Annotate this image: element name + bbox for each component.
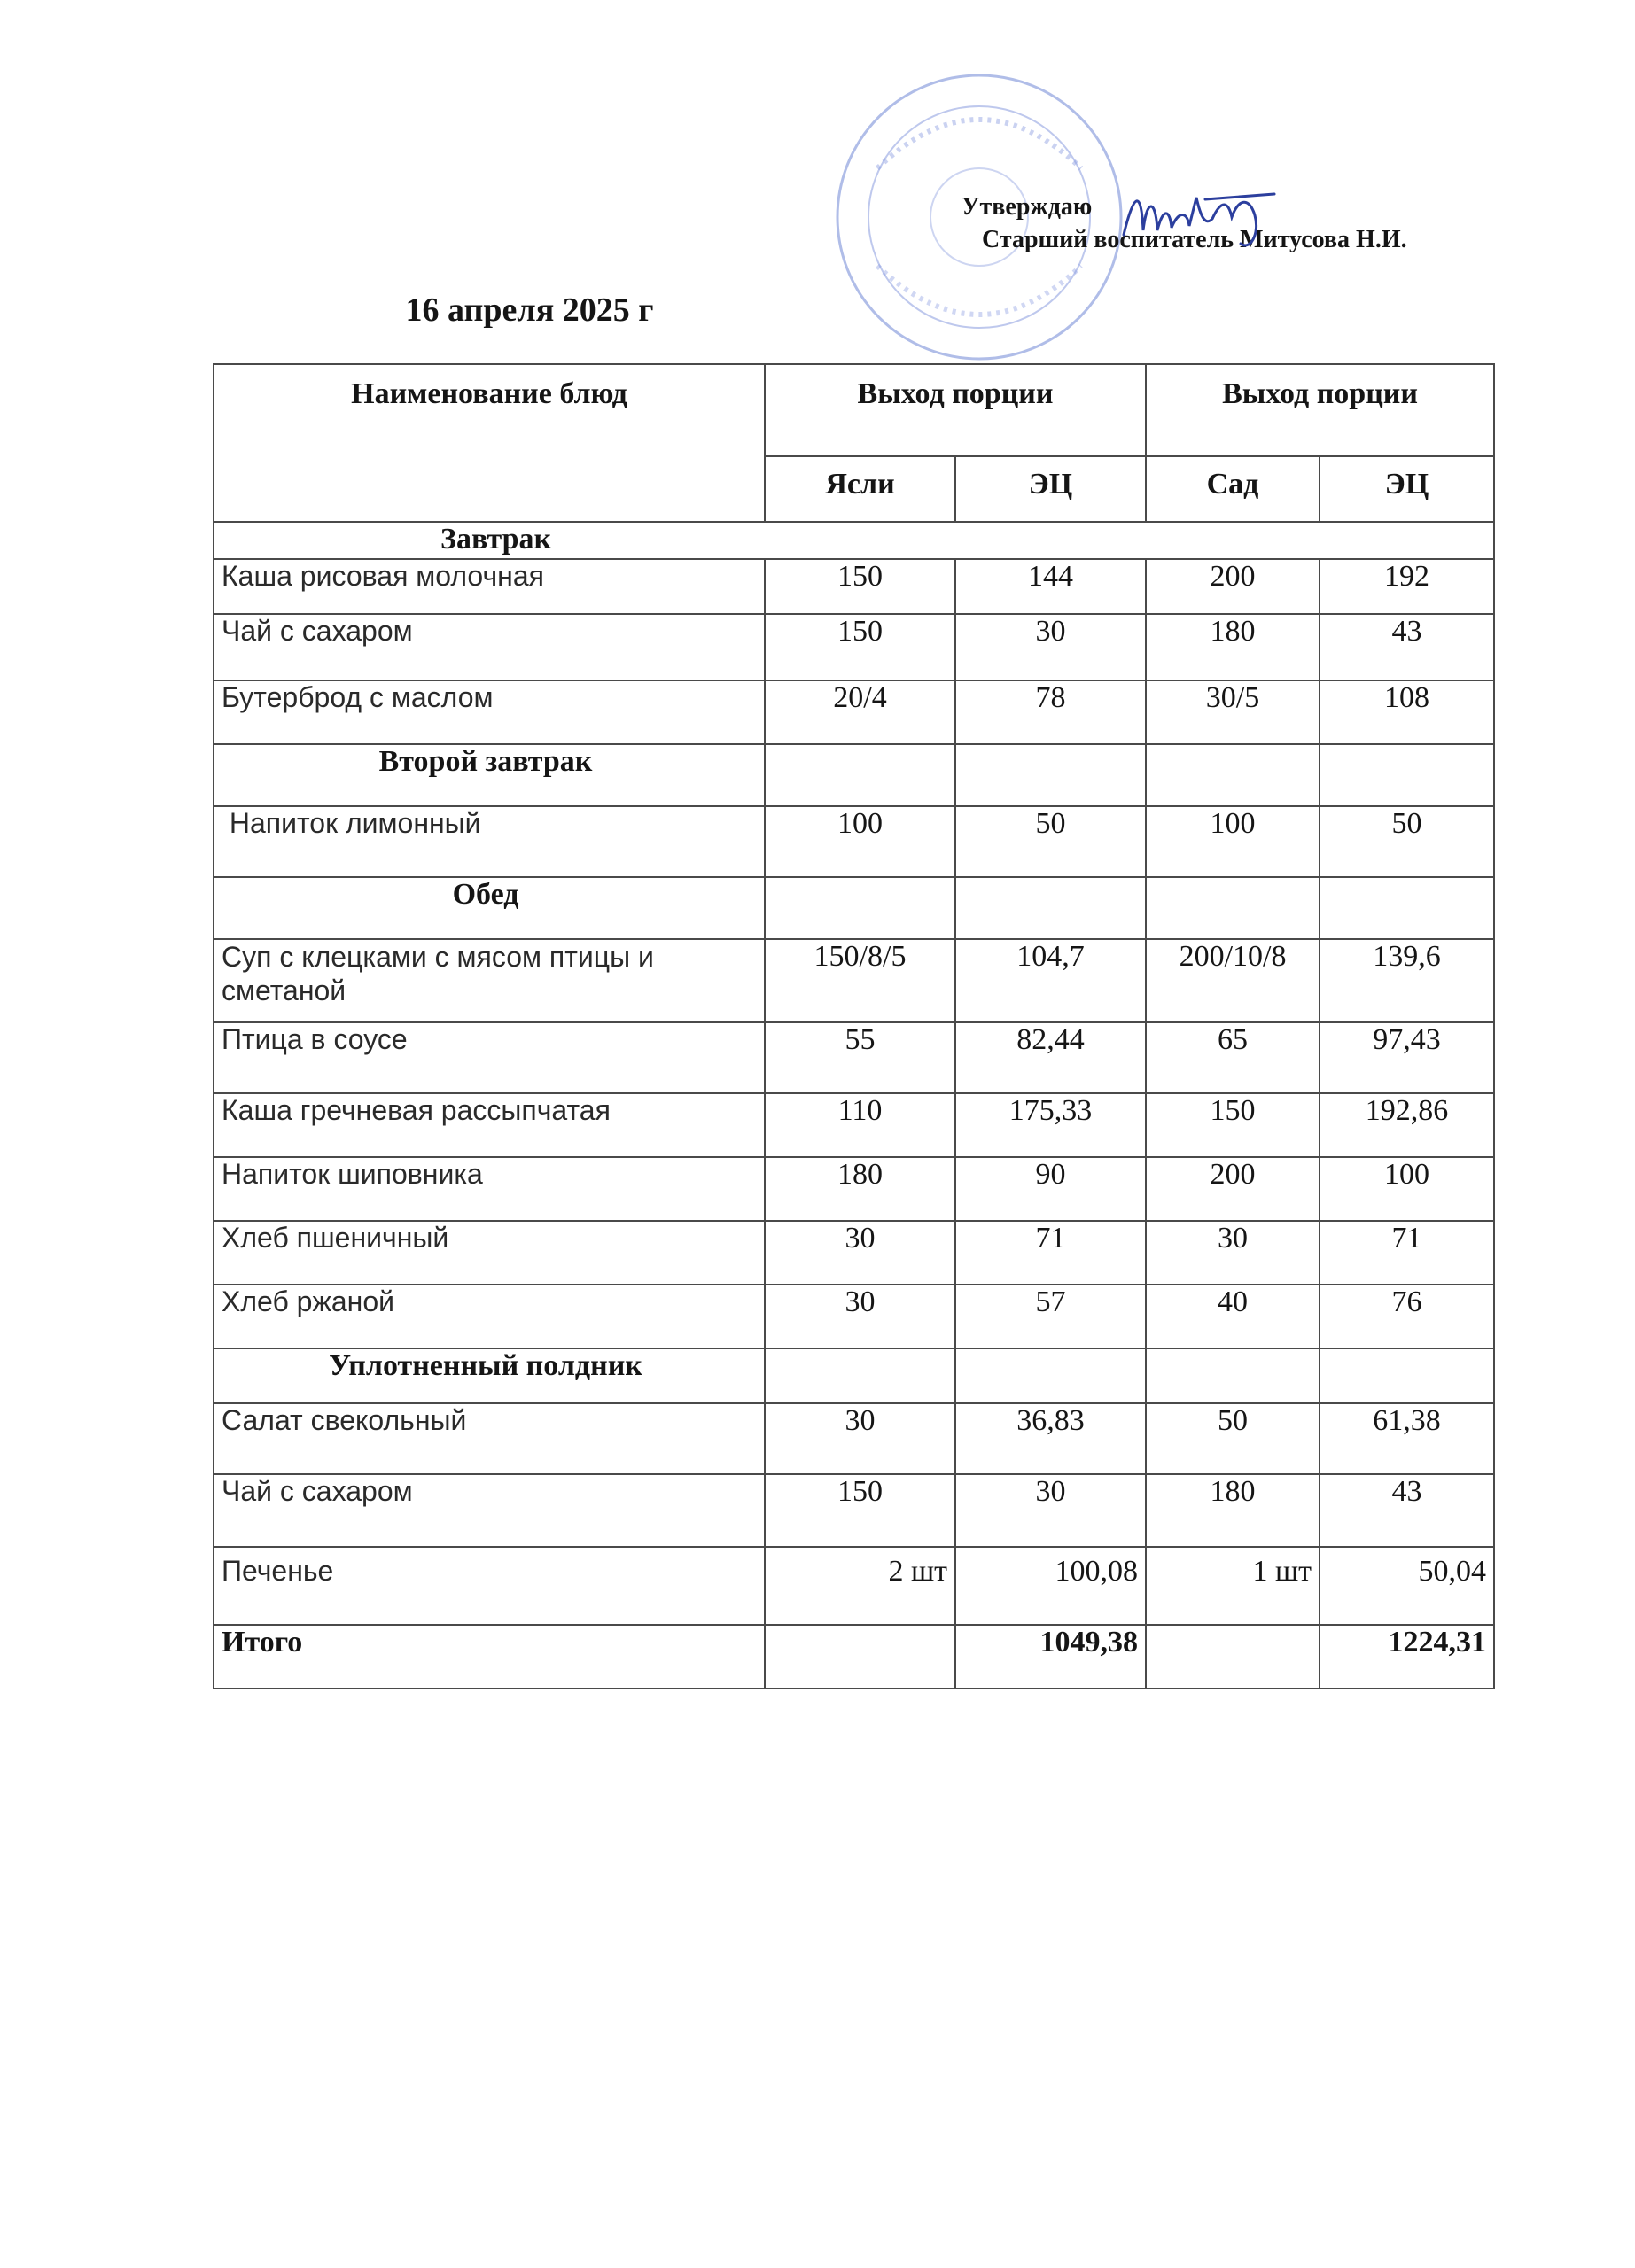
section-row [214,744,1494,806]
table-row [214,1547,1494,1625]
dish-name: Бутерброд с маслом [214,680,765,744]
portion-sad: 65 [1146,1022,1320,1093]
section-title: Обед [214,877,765,939]
table-row [214,939,1494,1022]
dish-name: Каша гречневая рассыпчатая [214,1093,765,1157]
ets-yasli: 50 [955,806,1146,877]
portion-yasli: 20/4 [765,680,955,744]
dish-name: Хлеб пшеничный [214,1221,765,1285]
ets-sad: 108 [1320,680,1494,744]
dish-name: Напиток лимонный [214,806,765,877]
portion-sad: 150 [1146,1093,1320,1157]
ets-sad: 100 [1320,1157,1494,1221]
table-row [214,806,1494,877]
table-row [214,1285,1494,1348]
ets-sad: 61,38 [1320,1403,1494,1474]
ets-sad: 50 [1320,806,1494,877]
section-row [214,877,1494,939]
total-row [214,1625,1494,1689]
ets-sad: 97,43 [1320,1022,1494,1093]
dish-name: Каша рисовая молочная [214,559,765,614]
portion-yasli: 30 [765,1221,955,1285]
ets-yasli: 175,33 [955,1093,1146,1157]
portion-yasli: 30 [765,1403,955,1474]
portion-sad: 200 [1146,1157,1320,1221]
header-portion-sad: Выход порции [1146,364,1494,456]
total-ets-yasli: 1049,38 [955,1625,1146,1689]
dish-name: Напиток шиповника [214,1157,765,1221]
ets-sad: 43 [1320,1474,1494,1547]
ets-yasli: 36,83 [955,1403,1146,1474]
ets-yasli: 71 [955,1221,1146,1285]
portion-yasli: 150 [765,559,955,614]
total-label: Итого [214,1625,765,1689]
table-row [214,1022,1494,1093]
section-row [214,522,1494,559]
portion-sad: 100 [1146,806,1320,877]
table-row [214,1221,1494,1285]
section-row [214,1348,1494,1403]
portion-yasli: 180 [765,1157,955,1221]
dish-name: Суп с клецками с мясом птицы и сметаной [214,939,765,1022]
dish-name: Птица в соусе [214,1022,765,1093]
ets-sad: 43 [1320,614,1494,680]
section-title: Второй завтрак [214,744,765,806]
portion-sad: 30/5 [1146,680,1320,744]
portion-yasli: 150/8/5 [765,939,955,1022]
approver-position: Старший воспитатель Митусова Н.И. [982,226,1407,253]
ets-yasli: 78 [955,680,1146,744]
portion-yasli: 150 [765,614,955,680]
subheader-yasli: Ясли [765,456,955,522]
portion-sad: 200 [1146,559,1320,614]
dish-name: Салат свекольный [214,1403,765,1474]
portion-sad: 30 [1146,1221,1320,1285]
dish-name: Чай с сахаром [214,614,765,680]
table-row [214,680,1494,744]
subheader-sad: Сад [1146,456,1320,522]
portion-yasli: 150 [765,1474,955,1547]
portion-sad: 1 шт [1146,1547,1320,1625]
table-row [214,1474,1494,1547]
subheader-ets-yasli: ЭЦ [955,456,1146,522]
table-row [214,1403,1494,1474]
ets-yasli: 30 [955,1474,1146,1547]
header-dish-name: Наименование блюд [214,364,765,522]
ets-sad: 192 [1320,559,1494,614]
dish-name: Чай с сахаром [214,1474,765,1547]
menu-table [213,363,1495,1689]
portion-yasli: 100 [765,806,955,877]
table-row [214,1093,1494,1157]
portion-sad: 50 [1146,1403,1320,1474]
ets-yasli: 82,44 [955,1022,1146,1093]
dish-name: Печенье [214,1547,765,1625]
ets-yasli: 57 [955,1285,1146,1348]
portion-yasli: 55 [765,1022,955,1093]
table-row [214,614,1494,680]
signature [1117,182,1285,257]
header-portion-yasli: Выход порции [765,364,1146,456]
portion-sad: 180 [1146,1474,1320,1547]
section-title: Уплотненный полдник [214,1348,765,1403]
section-title: Завтрак [214,522,1494,559]
document-date: 16 апреля 2025 г [405,291,654,329]
approve-label: Утверждаю [962,193,1093,221]
table-row [214,1157,1494,1221]
dish-name: Хлеб ржаной [214,1285,765,1348]
table-row [214,559,1494,614]
portion-sad: 200/10/8 [1146,939,1320,1022]
ets-yasli: 90 [955,1157,1146,1221]
ets-yasli: 144 [955,559,1146,614]
ets-yasli: 100,08 [955,1547,1146,1625]
subheader-ets-sad: ЭЦ [1320,456,1494,522]
portion-yasli: 110 [765,1093,955,1157]
ets-sad: 192,86 [1320,1093,1494,1157]
ets-sad: 71 [1320,1221,1494,1285]
ets-yasli: 30 [955,614,1146,680]
ets-yasli: 104,7 [955,939,1146,1022]
ets-sad: 50,04 [1320,1547,1494,1625]
ets-sad: 139,6 [1320,939,1494,1022]
total-ets-sad: 1224,31 [1320,1625,1494,1689]
portion-sad: 40 [1146,1285,1320,1348]
portion-yasli: 2 шт [765,1547,955,1625]
portion-yasli: 30 [765,1285,955,1348]
ets-sad: 76 [1320,1285,1494,1348]
portion-sad: 180 [1146,614,1320,680]
